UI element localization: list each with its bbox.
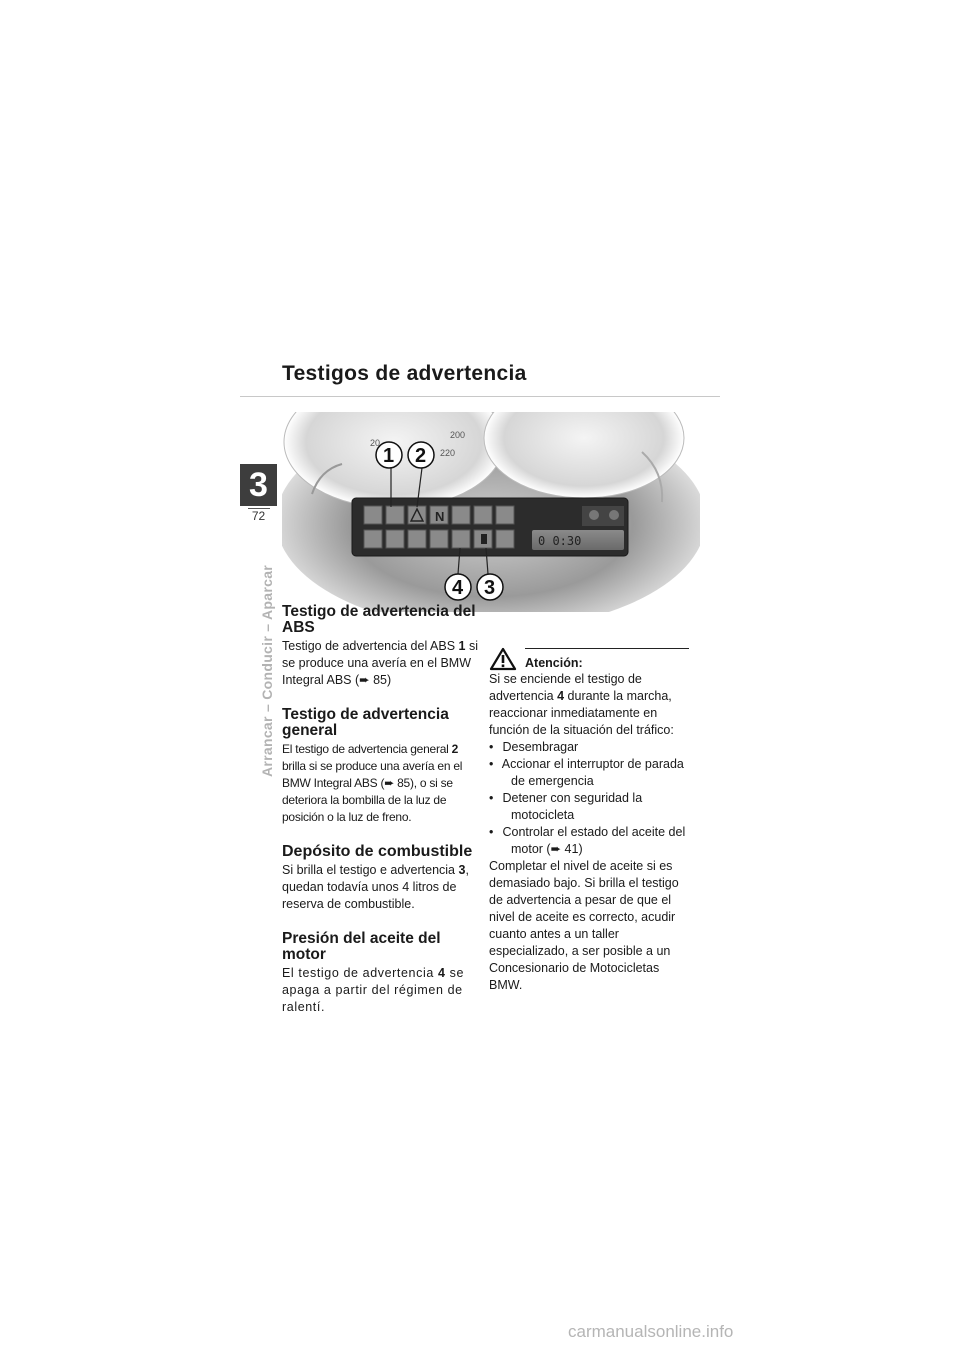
warning-box [489, 648, 689, 994]
chapter-tab: 3 [240, 464, 277, 506]
page-ref-arrow-icon: ➨ [359, 673, 370, 687]
speedo-tick-200: 200 [450, 430, 466, 440]
callout-1: 1 [383, 445, 395, 467]
section-fuel-text: Si brilla el testigo e advertencia 3, quedan todavía unos 4 litros de reserva de combustible. [282, 863, 469, 911]
page-ref-arrow-icon: ➨ [550, 842, 562, 856]
list-item: • Detener con seguridad la motocicleta [489, 791, 643, 822]
callout-2: 2 [415, 445, 427, 467]
section-oil-text: El testigo de advertencia 4 se apaga a partir del régimen de ralentí. [282, 966, 465, 1014]
warning-triangle-icon [489, 647, 517, 671]
page-title: Testigos de advertencia [282, 362, 527, 385]
section-general-title: Testigo de advertencia general [282, 706, 449, 739]
list-item: • Desembragar [489, 740, 579, 754]
section-oil [282, 931, 478, 1016]
page-number: 72 [251, 509, 266, 523]
page-ref-arrow-icon: ➨ [384, 776, 395, 790]
callout-4: 4 [452, 577, 464, 599]
list-item: • Accionar el interruptor de parada de emergencia [489, 757, 684, 788]
warning-steps [489, 739, 689, 858]
warning-header [489, 647, 689, 671]
section-fuel [282, 844, 478, 913]
warning-outro: Completar el nivel de aceite si es demasiado bajo. Si brilla el testigo de advertencia a pesar de que el nivel de aceite es correcto, acudir cuanto antes a un taller especializado, a ser posible a un Concesionario de Motocicletas BMW. [489, 859, 679, 992]
indicator-row-bottom [364, 530, 514, 548]
title-divider [240, 396, 720, 397]
list-item: • Controlar el estado del aceite del motor (➨ 41) [489, 825, 686, 856]
warning-heading: Atención: [525, 656, 583, 670]
section-abs [282, 604, 478, 689]
section-abs-title: Testigo de advertencia del ABS [282, 603, 476, 636]
section-fuel-title: Depósito de combustible [282, 843, 473, 860]
left-column [282, 604, 478, 1034]
gear-indicator-n: N [435, 509, 445, 524]
section-abs-text: Testigo de advertencia del ABS 1 si se produce una avería en el BMW Integral ABS (➨ 85) [282, 639, 478, 687]
fuel-pump-icon [481, 534, 487, 544]
instrument-panel-photo [282, 412, 700, 612]
section-general [282, 707, 478, 826]
section-oil-title: Presión del aceite del motor [282, 930, 441, 963]
section-general-text: El testigo de advertencia general 2 brilla si se produce una avería en el BMW Integral ABS (➨ 85), o si se deteriora la bombilla de la luz de posición o la luz de freno. [282, 742, 463, 824]
callout-3: 3 [484, 577, 496, 599]
speedo-tick-220: 220 [440, 448, 456, 458]
speedo-tick-20: 20 [370, 438, 381, 448]
chapter-caption: Arrancar – Conducir – Aparcar [259, 564, 275, 777]
lcd-digits: 0 0:30 [538, 534, 582, 548]
warning-intro: Si se enciende el testigo de advertencia 4 durante la marcha, reaccionar inmediatamente en función de la situación del tráfico: [489, 672, 674, 737]
watermark: carmanualsonline.info [568, 1322, 734, 1341]
